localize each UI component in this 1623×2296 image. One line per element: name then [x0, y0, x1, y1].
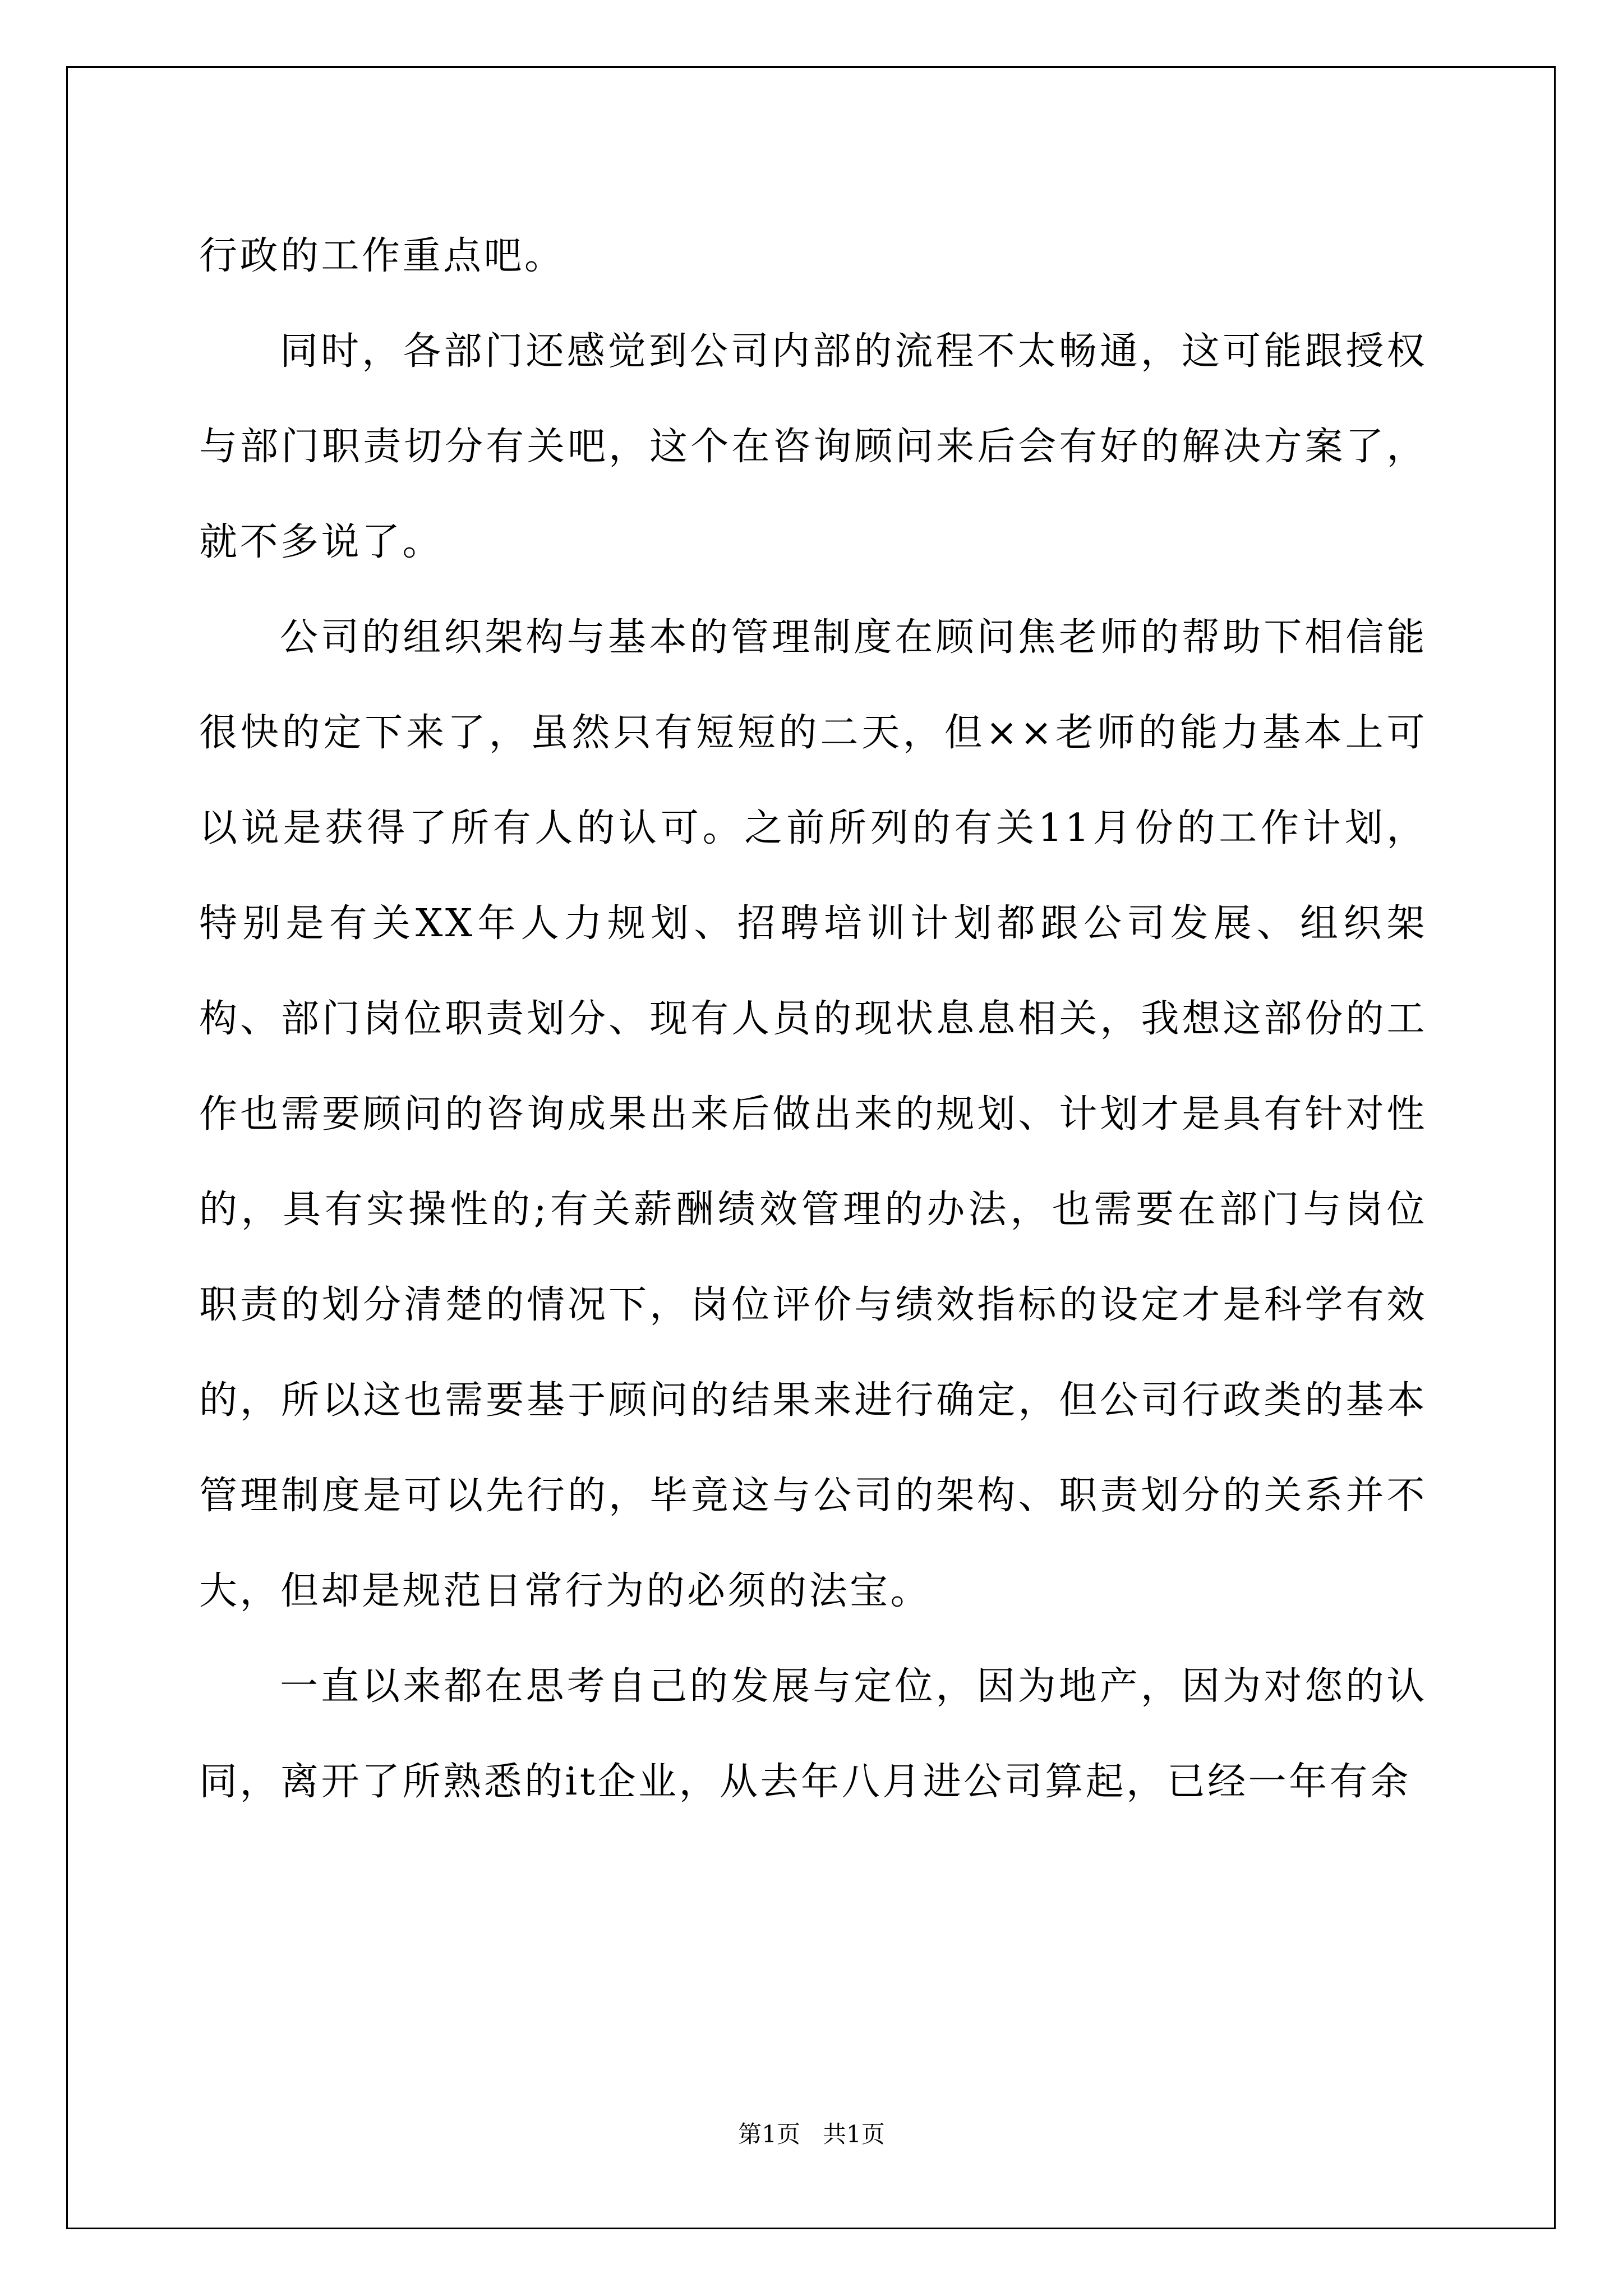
- paragraph: 同时，各部门还感觉到公司内部的流程不太畅通，这可能跟授权与部门职责切分有关吧，这个在咨询顾问来后会有好的解决方案了，就不多说了。: [199, 329, 1427, 564]
- document-body: [199, 209, 1427, 1830]
- paragraph-continued: 行政的工作重点吧。: [199, 234, 565, 278]
- paragraph: 一直以来都在思考自己的发展与定位，因为地产，因为对您的认同，离开了所熟悉的it企业，从去年八月进公司算起，已经一年有余: [199, 1664, 1427, 1804]
- paragraph: 公司的组织架构与基本的管理制度在顾问焦老师的帮助下相信能很快的定下来了，虽然只有短短的二天，但××老师的能力基本上可以说是获得了所有人的认可。之前所列的有关11月份的工作计划，特别是有关XX年人力规划、招聘培训计划都跟公司发展、组织架构、部门岗位职责划分、现有人员的现状息息相关，我想这部份的工作也需要顾问的咨询成果出来后做出来的规划、计划才是具有针对性的，具有实操性的;有关薪酬绩效管理的办法，也需要在部门与岗位职责的划分清楚的情况下，岗位评价与绩效指标的设定才是科学有效的，所以这也需要基于顾问的结果来进行确定，但公司行政类的基本管理制度是可以先行的，毕竟这与公司的架构、职责划分的关系并不大，但却是规范日常行为的必须的法宝。: [199, 615, 1427, 1613]
- page-number-footer: 第1页 共1页: [738, 2120, 885, 2148]
